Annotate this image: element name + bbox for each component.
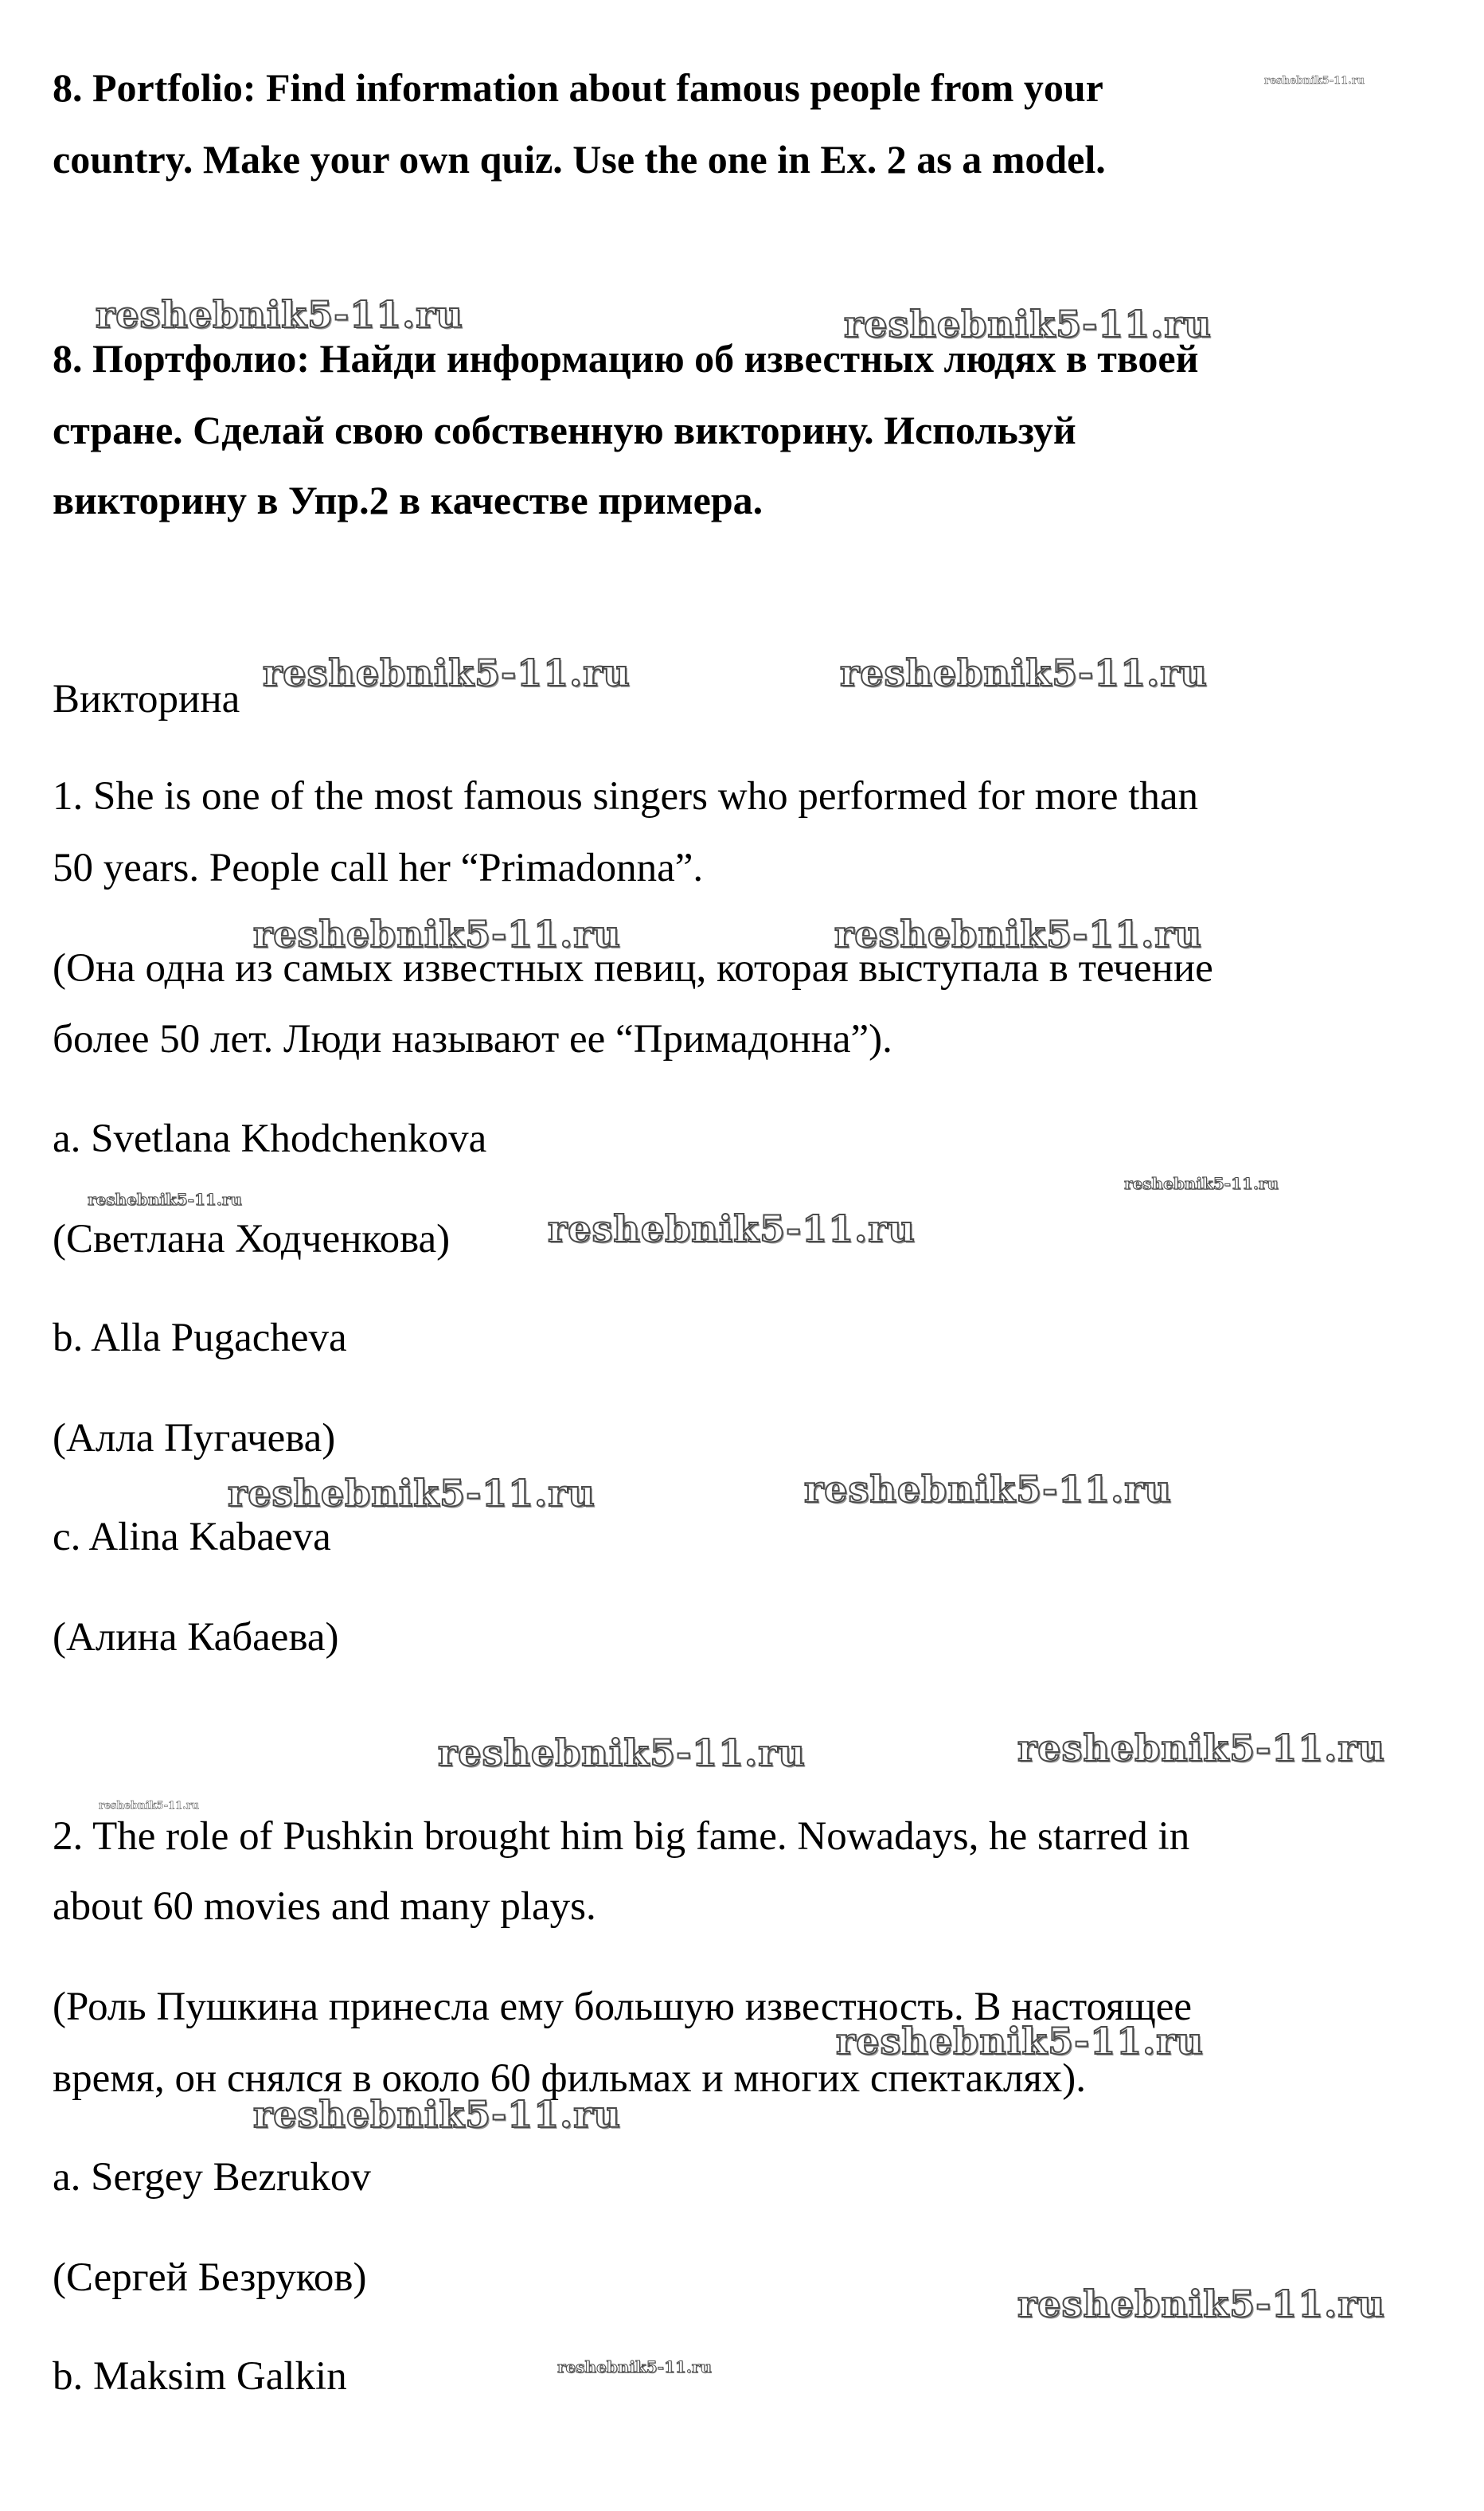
question-2-translation-line-1: (Роль Пушкина принесла ему большую известность. В настоящее	[53, 1985, 1193, 2029]
watermark: reshebnik5-11.ru	[844, 303, 1212, 346]
question-1-option-a-translation: (Светлана Ходченкова)	[53, 1217, 451, 1261]
task-heading-ru-line-3: викторину в Упр.2 в качестве примера.	[53, 478, 763, 522]
watermark: reshebnik5-11.ru	[228, 1472, 596, 1515]
question-2-option-a-translation: (Сергей Безруков)	[53, 2255, 367, 2300]
watermark: reshebnik5-11.ru	[96, 293, 463, 336]
watermark: reshebnik5-11.ru	[253, 2093, 621, 2136]
watermark: reshebnik5-11.ru	[804, 1468, 1172, 1511]
question-1-translation-line-1: (Она одна из самых известных певиц, которая выступала в течение	[53, 946, 1213, 991]
watermark: reshebnik5-11.ru	[557, 2357, 712, 2376]
question-1-option-c: c. Alina Kabaeva	[53, 1515, 331, 1559]
question-2-option-a: a. Sergey Bezrukov	[53, 2155, 371, 2200]
question-1-translation-line-2: более 50 лет. Люди называют ее “Примадонна”).	[53, 1017, 892, 1062]
watermark: reshebnik5-11.ru	[834, 913, 1202, 956]
question-1-option-a: a. Svetlana Khodchenkova	[53, 1117, 487, 1161]
watermark: reshebnik5-11.ru	[1124, 1174, 1279, 1193]
watermark: reshebnik5-11.ru	[438, 1731, 806, 1774]
watermark: reshebnik5-11.ru	[253, 913, 621, 956]
watermark: reshebnik5-11.ru	[99, 1800, 200, 1812]
question-1-option-c-translation: (Алина Кабаева)	[53, 1615, 339, 1660]
question-2-option-b: b. Maksim Galkin	[53, 2354, 347, 2399]
task-heading-en-line-2: country. Make your own quiz. Use the one in Ex. 2 as a model.	[53, 137, 1106, 182]
task-heading-ru-line-1: 8. Портфолио: Найди информацию об известных людях в твоей	[53, 336, 1199, 381]
question-1-line-1: 1. She is one of the most famous singers who performed for more than	[53, 774, 1199, 819]
watermark: reshebnik5-11.ru	[840, 651, 1208, 694]
question-1-option-b-translation: (Алла Пугачева)	[53, 1416, 336, 1461]
watermark: reshebnik5-11.ru	[836, 2020, 1204, 2063]
watermark: reshebnik5-11.ru	[263, 651, 631, 694]
quiz-title: Викторина	[53, 677, 240, 722]
question-1-line-2: 50 years. People call her “Primadonna”.	[53, 846, 704, 890]
task-heading-ru-line-2: стране. Сделай свою собственную викторину. Используй	[53, 408, 1076, 452]
watermark: reshebnik5-11.ru	[1017, 1727, 1385, 1770]
question-2-line-1: 2. The role of Pushkin brought him big fame. Nowadays, he starred in	[53, 1814, 1190, 1859]
question-1-option-b: b. Alla Pugacheva	[53, 1316, 347, 1360]
watermark: reshebnik5-11.ru	[88, 1190, 242, 1209]
question-2-translation-line-2: время, он снялся в около 60 фильмах и многих спектаклях).	[53, 2056, 1087, 2101]
watermark: reshebnik5-11.ru	[1264, 75, 1365, 87]
watermark: reshebnik5-11.ru	[548, 1207, 916, 1250]
task-heading-en-line-1: 8. Portfolio: Find information about famous people from your	[53, 65, 1103, 110]
question-2-line-2: about 60 movies and many plays.	[53, 1884, 596, 1929]
watermark: reshebnik5-11.ru	[1017, 2282, 1385, 2325]
